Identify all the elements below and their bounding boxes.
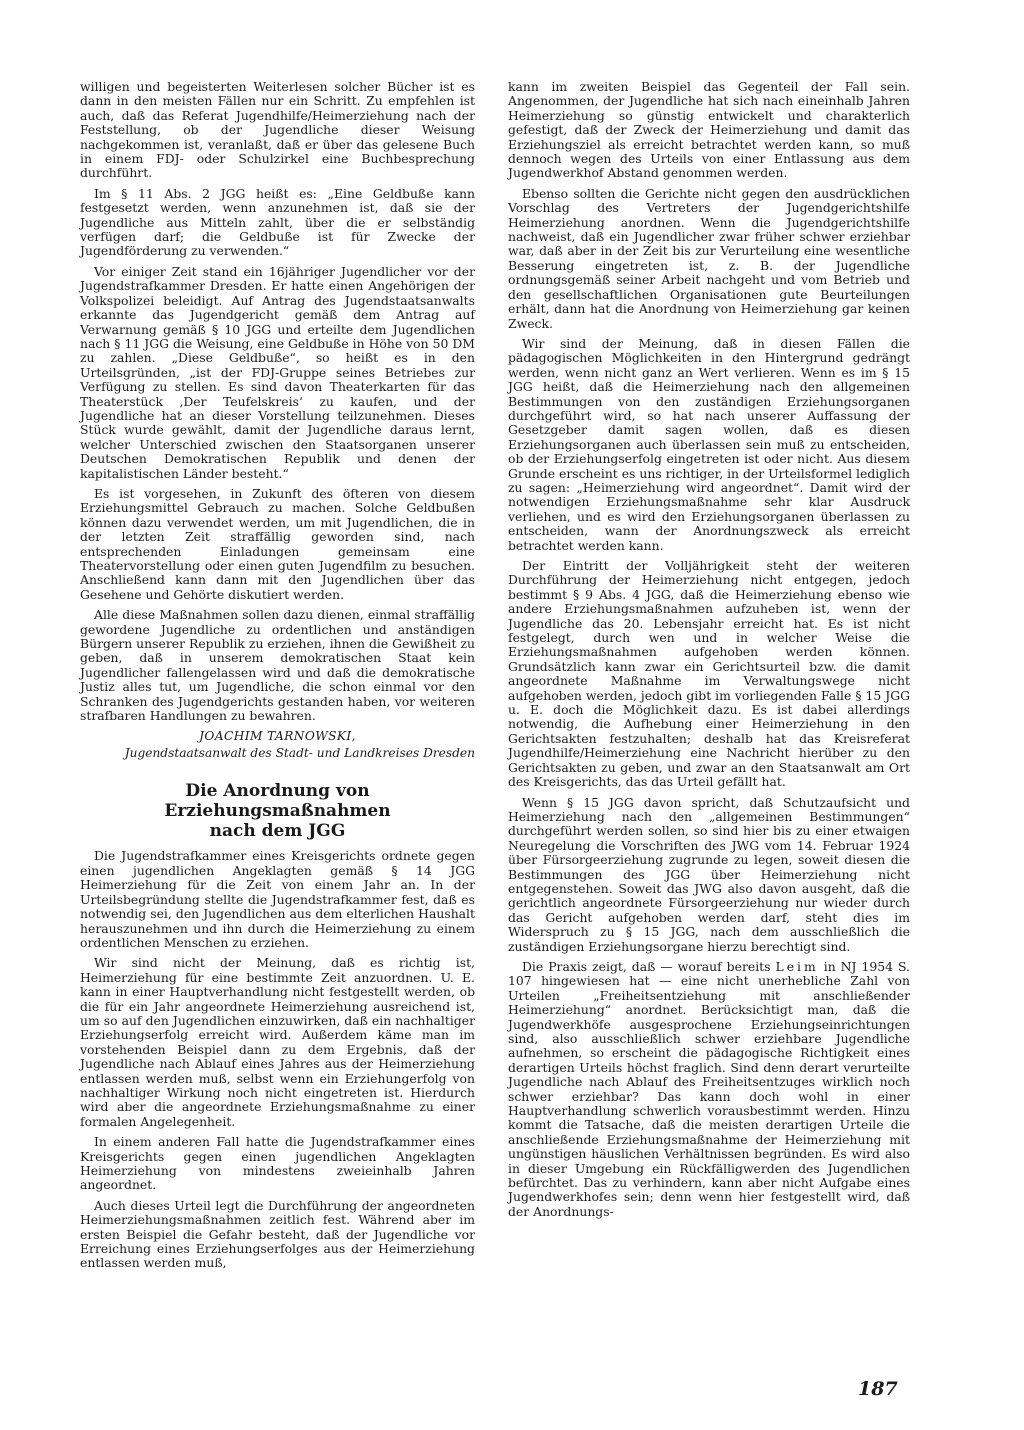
author-name: JOACHIM TARNOWSKI,: [199, 729, 356, 744]
paragraph: Wir sind der Meinung, daß in diesen Fällen die pädagogischen Möglichkeiten in den Hintergrund gedrängt werden, wenn nicht ganz an Wert verlieren. Wenn es im § 15 JGG heißt, daß die Heimerziehung nach den allgemeinen Bestimmungen von den zuständigen Erziehungsorganen durchgeführt wird, so hat nach unserer Auffassung der Gesetzgeber damit sagen wollen, daß es diesen Erziehungsorganen auch überlassen sein muß zu entscheiden, ob der Erziehungserfolg eingetreten ist oder nicht. Aus diesem Grunde erscheint es uns richtiger, in der Urteilsformel lediglich zu sagen: „Heimerziehung wird angeordnet“. Damit wird der notwendigen Erziehungsmaßnahme sehr klar Ausdruck verliehen, und es wird den Erziehungsorganen überlassen zu entscheiden, wann der Anordnungszweck als erreicht betrachtet werden kann.: [508, 335, 910, 553]
cited-author-name: Leim: [775, 958, 819, 974]
author-role: Jugendstaatsanwalt des Stadt- und Landkreises Dresden: [124, 746, 475, 761]
praxis-text-rest: in NJ 1954 S. 107 hingewiesen hat — eine nicht unerhebliche Zahl von Urteilen „Freiheitsentziehung mit anschließender Heimerziehung“ anordnet. Berücksichtigt man, daß die Jugendwerkhöfe ausgesprochene Erziehungseinrichtungen sind, also ausschließlich schwer erziehbare Jugendliche aufnehmen, so erscheint die pädagogische Richtigkeit eines derartigen Urteils höchst fraglich. Sind denn derart verurteilte Jugendliche nach Ablauf des Freiheitsentzuges wirklich noch schwer erziehbar? Das kann doch wohl in einer Hauptverhandlung schwerlich vorausbestimmt werden. Hinzu kommt die Tatsache, daß die meisten derartigen Urteile die anschließende Erziehungsmaßnahme der Heimerziehung mit ungünstigen häuslichen Verhältnissen begründen. Es wird also in dieser Umgebung ein Rückfälligwerden des Jugendlichen befürchtet. Das zu verhindern, kann aber nicht Aufgabe eines Jugendwerkhofes sein; denn wenn hier festgestellt wird, daß der Anordnungs-: [508, 958, 910, 1219]
praxis-text-start: Die Praxis zeigt, daß — worauf bereits: [522, 958, 771, 974]
paragraph: [508, 960, 910, 1219]
article-title-line: nach dem JGG: [209, 821, 346, 842]
paragraph: In einem anderen Fall hatte die Jugendstrafkammer eines Kreisgerichts gegen einen jugendlichen Angeklagten Heimerziehung von mindestens zweieinhalb Jahren angeordnet.: [80, 1134, 475, 1193]
paragraph: Ebenso sollten die Gerichte nicht gegen den ausdrücklichen Vorschlag des Vertreters der Jugendgerichtshilfe Heimerziehung anordnen. Wenn die Jugendgerichtshilfe nachweist, daß ein Jugendlicher zwar früher schwer erziehbar war, daß aber in der Zeit bis zur Verurteilung eine wesentliche Besserung eingetreten ist, z. B. der Jugendliche ordnungsgemäß seiner Arbeit nachgeht und vom Betrieb und den gesellschaftlichen Organisationen gute Beurteilungen erhält, dann hat die Anordnung von Heimerziehung gar keinen Zweck.: [508, 185, 910, 331]
paragraph: Auch dieses Urteil legt die Durchführung der angeordneten Heimerziehungsmaßnahmen zeitlich fest. Während aber im ersten Beispiel die Gefahr besteht, daß der Jugendliche vor Erreichung eines Erziehungserfolges aus der Heimerziehung entlassen werden muß,: [80, 1197, 475, 1271]
paragraph: Wenn § 15 JGG davon spricht, daß Schutzaufsicht und Heimerziehung nach den „allgemeinen Bestimmungen“ durchgeführt werden sollen, so sind hier bis zu einer etwaigen Neuregelung die Vorschriften des JWG vom 14. Februar 1924 über Fürsorgeerziehung zugrunde zu legen, soweit diesen die Bestimmungen des JGG über Heimerziehung nicht entgegenstehen. Soweit das JWG also davon ausgeht, daß die gerichtlich angeordnete Fürsorgeerziehung nur wieder durch das Gericht aufgehoben werden darf, steht dies im Widerspruch zu § 15 JGG, nach dem ausschließlich die zuständigen Erziehungsorgane hierzu berechtigt sind.: [508, 794, 910, 954]
left-column: [80, 80, 475, 1277]
paragraph: kann im zweiten Beispiel das Gegenteil der Fall sein. Angenommen, der Jugendliche hat sich nach eineinhalb Jahren Heimerziehung so günstig entwickelt und charakterlich gefestigt, daß der Zweck der Heimerziehung und damit das Erziehungsziel als erreicht betrachtet werden kann, so muß dennoch wegen des Urteils von einer Entlassung aus dem Jugendwerkhof Abstand genommen werden.: [508, 79, 910, 181]
right-column: [508, 80, 910, 1225]
paragraph: willigen und begeisterten Weiterlesen solcher Bücher ist es dann in den meisten Fällen nur ein Schritt. Zu empfehlen ist auch, daß das Referat Jugendhilfe/Heimerziehung nach der Feststellung, ob der Jugendliche dieser Weisung nachgekommen ist, veranlaßt, daß er über das gelesene Buch in einem FDJ- oder Schulzirkel eine Buchbesprechung durchführt.: [80, 79, 475, 181]
paragraph: Der Eintritt der Volljährigkeit steht der weiteren Durchführung der Heimerziehung nicht entgegen, jedoch bestimmt § 9 Abs. 4 JGG, daß die Heimerziehung ebenso wie andere Erziehungsmaßnahmen aufzuheben ist, wenn der Jugendliche das 20. Lebensjahr erreicht hat. Es ist nicht festgelegt, durch wen und in welcher Weise die Erziehungsmaßnahmen aufgehoben werden können. Grundsätzlich kann zwar ein Gerichtsurteil bzw. die damit angeordnete Maßnahme im Verwaltungswege nicht aufgehoben werden, jedoch gibt im vorliegenden Falle § 15 JGG u. E. doch die Möglichkeit dazu. Es ist dabei allerdings notwendig, die Aufhebung einer Heimerziehung in den Gerichtsakten festzuhalten; deshalb hat das Kreisreferat Jugendhilfe/Heimerziehung eine Nachricht hierüber zu den Gerichtsakten zu geben, und zwar an den Staatsanwalt am Ort des Kreisgerichts, das das Urteil gefällt hat.: [508, 558, 910, 790]
page-number: 187: [858, 1378, 898, 1400]
paragraph: Die Jugendstrafkammer eines Kreisgerichts ordnete gegen einen jugendlichen Angeklagten gemäß § 14 JGG Heimerziehung für die Zeit von einem Jahr an. In der Urteilsbegründung stellte die Jugendstrafkammer fest, daß es notwendig sei, den Jugendlichen aus dem elterlichen Haushalt herauszunehmen und ihn durch die Heimerziehung zu einem ordentlichen Menschen zu erziehen.: [80, 848, 475, 950]
article-title-line: Die Anordnung von Erziehungsmaßnahmen: [164, 781, 391, 822]
paragraph: Alle diese Maßnahmen sollen dazu dienen, einmal straffällig gewordene Jugendliche zu ordentlichen und anständigen Bürgern unserer Republik zu erziehen, ihnen die Gewißheit zu geben, daß in unserem demokratischen Staat kein Jugendlicher fallengelassen wird und daß die demokratische Justiz alles tut, um Jugendliche, die schon einmal vor den Schranken des Jugendgerichts gestanden haben, vor weiteren strafbaren Handlungen zu bewahren.: [80, 607, 475, 724]
article-title: [80, 781, 475, 841]
paragraph: Es ist vorgesehen, in Zukunft des öfteren von diesem Erziehungsmittel Gebrauch zu machen. Solche Geldbußen können dazu verwendet werden, um mit Jugendlichen, die in der letzten Zeit straffällig geworden sind, nach entsprechenden Einladungen gemeinsam eine Theatervorstellung oder einen guten Jugendfilm zu besuchen. Anschließend kann dann mit den Jugendlichen über das Gesehene und Gehörte diskutiert werden.: [80, 485, 475, 602]
paragraph: Im § 11 Abs. 2 JGG heißt es: „Eine Geldbuße kann festgesetzt werden, wenn anzunehmen ist, daß sie der Jugendliche aus Mitteln zahlt, über die er selbständig verfügen darf; die Geldbuße ist für Zwecke der Jugendförderung zu verwenden.“: [80, 185, 475, 259]
paragraph: Wir sind nicht der Meinung, daß es richtig ist, Heimerziehung für eine bestimmte Zeit anzuordnen. U. E. kann in einer Hauptverhandlung nicht festgestellt werden, ob die für ein Jahr angeordnete Heimerziehung ausreichend ist, um so auf den Jugendlichen einzuwirken, daß ein nachhaltiger Erziehungserfolg erreicht wird. Außerdem käme man im vorstehenden Beispiel dann zu dem Ergebnis, daß der Jugendliche nach Ablauf eines Jahres aus der Heimerziehung entlassen werden muß, selbst wenn ein Erziehungerfolg von nachhaltiger Wirkung noch nicht eingetreten ist. Hierdurch wird aber die angeordnete Erziehungsmaßnahme zu einer formalen Angelegenheit.: [80, 955, 475, 1129]
paragraph: Vor einiger Zeit stand ein 16jähriger Jugendlicher vor der Jugendstrafkammer Dresden. Er hatte einen Angehörigen der Volkspolizei beleidigt. Auf Antrag des Jugendstaatsanwalts erkannte das Jugendgericht gemäß dem Antrag auf Verwarnung gemäß § 10 JGG und erteilte dem Jugendlichen nach § 11 JGG die Weisung, eine Geldbuße in Höhe von 50 DM zu zahlen. „Diese Geldbuße“, so heißt es in den Urteilsgründen, „ist der FDJ-Gruppe seines Betriebes zur Verfügung zu stellen. Es sind davon Theaterkarten für das Theaterstück ‚Der Teufelskreis‘ zu kaufen, und der Jugendliche hat an dieser Vorstellung teilzunehmen. Dieses Stück wurde gewählt, damit der Jugendliche daraus lernt, welcher Unterschied zwischen den Staatsorganen unserer Deutschen Demokratischen Republik und denen der kapitalistischen Länder besteht.“: [80, 263, 475, 481]
